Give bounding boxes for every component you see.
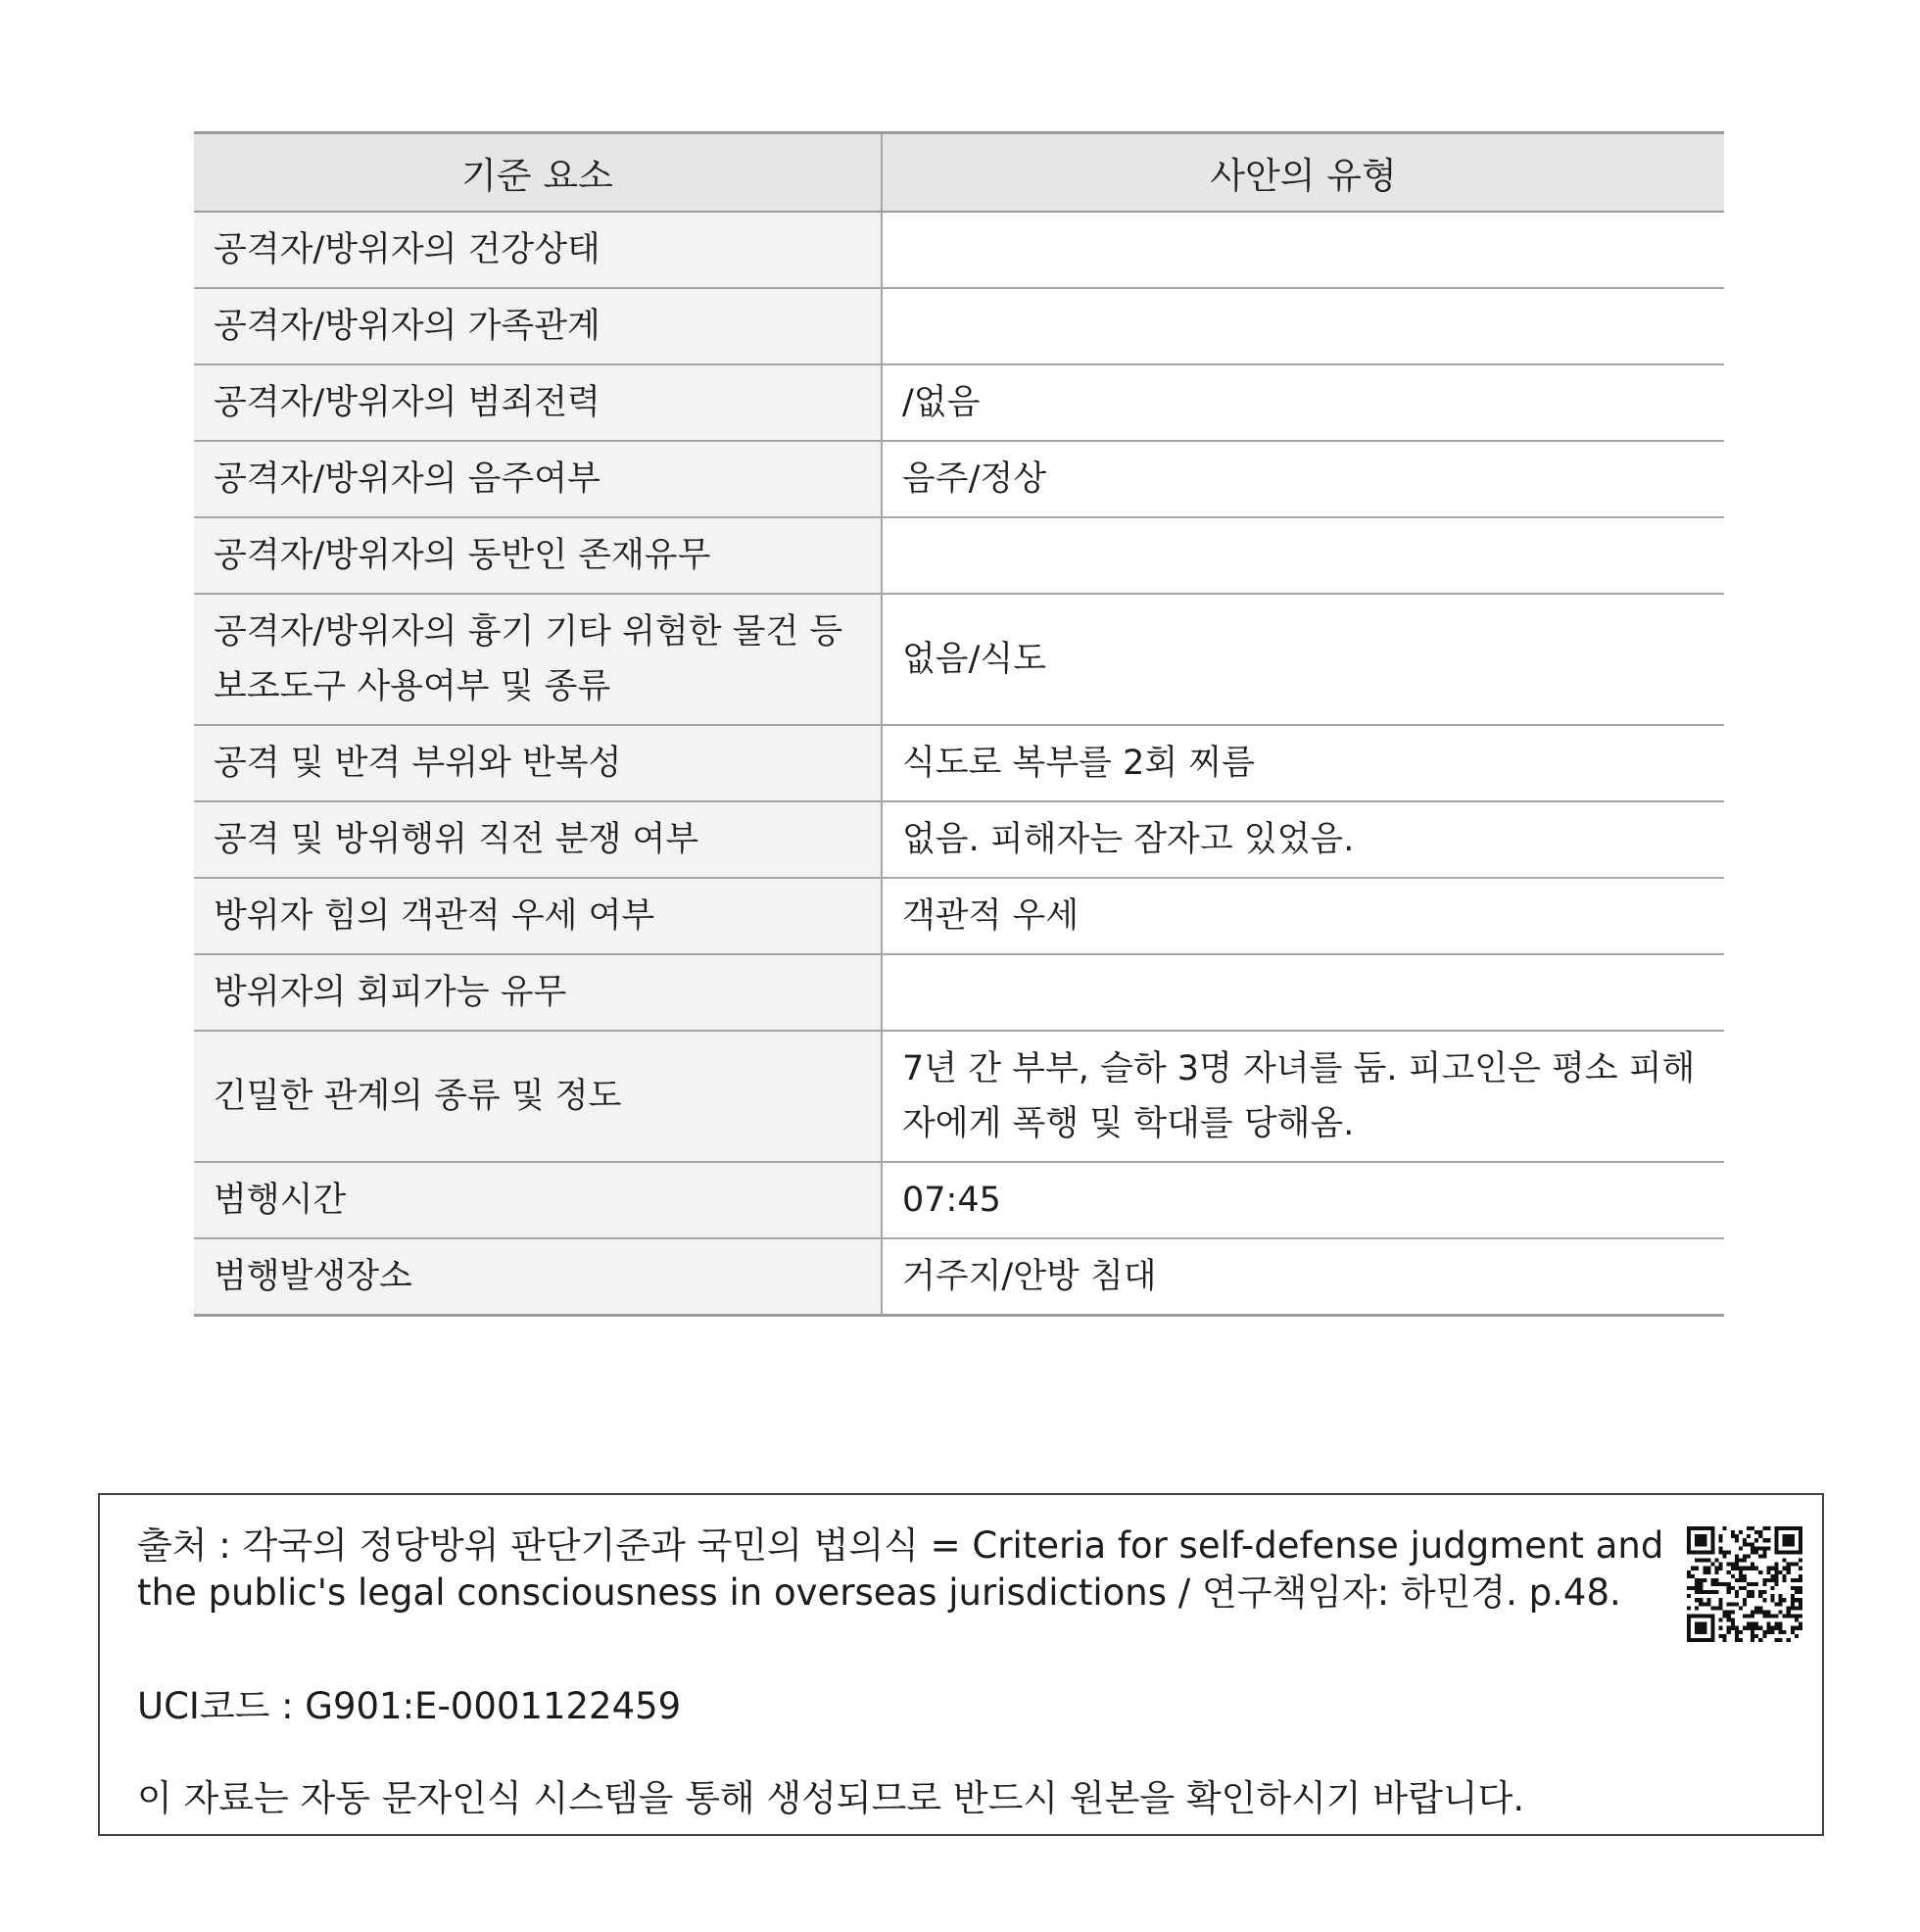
table-row	[194, 594, 1724, 725]
row-value: 7년 간 부부, 슬하 3명 자녀를 둠. 피고인은 평소 피해자에게 폭행 및 학대를 당해옴.	[882, 1031, 1724, 1162]
criteria-table	[194, 131, 1724, 1317]
row-value: 음주/정상	[882, 441, 1724, 517]
row-value	[882, 517, 1724, 594]
table-row	[194, 212, 1724, 288]
row-key: 방위자 힘의 객관적 우세 여부	[194, 878, 882, 954]
header-case-type: 사안의 유형	[882, 133, 1724, 213]
row-key: 공격자/방위자의 동반인 존재유무	[194, 517, 882, 594]
row-key: 공격자/방위자의 가족관계	[194, 288, 882, 364]
table-row	[194, 364, 1724, 441]
row-key: 범행시간	[194, 1162, 882, 1238]
uci-code: UCI코드 : G901:E-0001122459	[137, 1685, 682, 1727]
source-info-box	[98, 1493, 1824, 1836]
row-value	[882, 954, 1724, 1031]
row-value	[882, 288, 1724, 364]
table-row	[194, 954, 1724, 1031]
table-row	[194, 801, 1724, 878]
table-row	[194, 1162, 1724, 1238]
row-key: 범행발생장소	[194, 1238, 882, 1315]
row-key: 공격 및 방위행위 직전 분쟁 여부	[194, 801, 882, 878]
row-key: 공격자/방위자의 건강상태	[194, 212, 882, 288]
table-row	[194, 288, 1724, 364]
row-value: 거주지/안방 침대	[882, 1238, 1724, 1315]
row-value: 07:45	[882, 1162, 1724, 1238]
row-value: 식도로 복부를 2회 찌름	[882, 725, 1724, 801]
row-key: 긴밀한 관계의 종류 및 정도	[194, 1031, 882, 1162]
table-header-row	[194, 133, 1724, 213]
row-value: 없음/식도	[882, 594, 1724, 725]
source-citation: 출처 : 각국의 정당방위 판단기준과 국민의 법의식 = Criteria for self-defense judgment and the public's legal consciousness in overseas jurisdictions / 연구책임자: 하민경. p.48.	[137, 1524, 1664, 1614]
table-row	[194, 441, 1724, 517]
row-value: /없음	[882, 364, 1724, 441]
table-row	[194, 1031, 1724, 1162]
row-value: 객관적 우세	[882, 878, 1724, 954]
table-row	[194, 517, 1724, 594]
row-key: 공격 및 반격 부위와 반복성	[194, 725, 882, 801]
row-key: 공격자/방위자의 범죄전력	[194, 364, 882, 441]
row-key: 공격자/방위자의 음주여부	[194, 441, 882, 517]
ocr-notice: 이 자료는 자동 문자인식 시스템을 통해 생성되므로 반드시 원본을 확인하시기 바랍니다.	[137, 1777, 1525, 1819]
row-value: 없음. 피해자는 잠자고 있었음.	[882, 801, 1724, 878]
table-row	[194, 878, 1724, 954]
qr-code-icon[interactable]	[1687, 1526, 1802, 1642]
table-row	[194, 725, 1724, 801]
table-row	[194, 1238, 1724, 1315]
row-value	[882, 212, 1724, 288]
header-criteria: 기준 요소	[194, 133, 882, 213]
criteria-table-container	[194, 131, 1724, 1317]
row-key: 공격자/방위자의 흉기 기타 위험한 물건 등 보조도구 사용여부 및 종류	[194, 594, 882, 725]
row-key: 방위자의 회피가능 유무	[194, 954, 882, 1031]
